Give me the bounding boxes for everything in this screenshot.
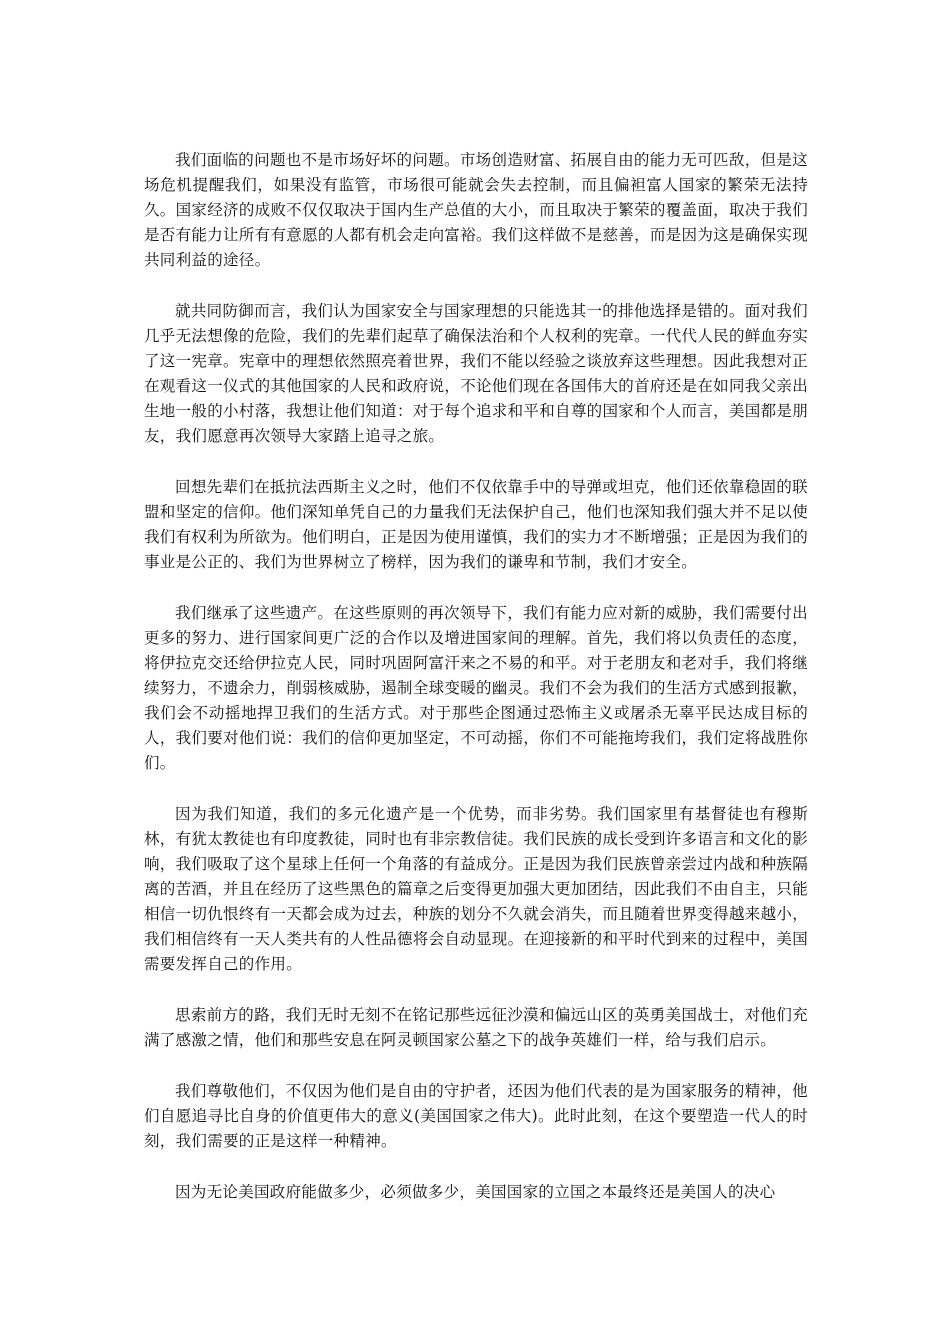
paragraph-6: 思索前方的路，我们无时无刻不在铭记那些远征沙漠和偏远山区的英勇美国战士，对他们充满了感激之情，他们和那些安息在阿灵顿国家公墓之下的战争英雄们一样，给与我们启示。 bbox=[144, 1006, 808, 1049]
paragraph-4: 我们继承了这些遗产。在这些原则的再次领导下，我们有能力应对新的威胁，我们需要付出更多的努力、进行国家间更广泛的合作以及增进国家间的理解。首先，我们将以负责任的态度，将伊拉克交还给伊拉克人民，同时巩固阿富汗来之不易的和平。对于老朋友和老对手，我们将继续努力，不遗余力，削弱核威胁，遏制全球变暖的幽灵。我们不会为我们的生活方式感到报歉，我们会不动摇地捍卫我们的生活方式。对于那些企图通过恐怖主义或屠杀无辜平民达成目标的人，我们要对他们说：我们的信仰更加坚定，不可动摇，你们不可能拖垮我们，我们定将战胜你们。 bbox=[144, 604, 808, 772]
paragraph-5: 因为我们知道，我们的多元化遗产是一个优势，而非劣势。我们国家里有基督徒也有穆斯林，有犹太教徒也有印度教徒，同时也有非宗教信徒。我们民族的成长受到许多语言和文化的影响，我们吸取了这个星球上任何一个角落的有益成分。正是因为我们民族曾亲尝过内战和种族隔离的苦酒，并且在经历了这些黑色的篇章之后变得更加强大更加团结，因此我们不由自主，只能相信一切仇恨终有一天都会成为过去，种族的划分不久就会消失，而且随着世界变得越来越小，我们相信终有一天人类共有的人性品德将会自动显现。在迎接新的和平时代到来的过程中，美国需要发挥自己的作用。 bbox=[144, 805, 808, 973]
paragraph-8: 因为无论美国政府能做多少，必须做多少，美国国家的立国之本最终还是美国人的决心 bbox=[175, 1183, 776, 1201]
paragraph-3: 回想先辈们在抵抗法西斯主义之时，他们不仅依靠手中的导弹或坦克，他们还依靠稳固的联盟和坚定的信仰。他们深知单凭自己的力量我们无法保护自己，他们也深知我们强大并不足以使我们有权利为所欲为。他们明白，正是因为使用谨慎，我们的实力才不断增强；正是因为我们的事业是公正的、我们为世界树立了榜样，因为我们的谦卑和节制，我们才安全。 bbox=[144, 478, 808, 571]
document-body bbox=[144, 148, 808, 1231]
paragraph-7: 我们尊敬他们，不仅因为他们是自由的守护者，还因为他们代表的是为国家服务的精神，他们自愿追寻比自身的价值更伟大的意义(美国国家之伟大)。此时此刻，在这个要塑造一代人的时刻，我们需要的正是这样一种精神。 bbox=[144, 1082, 808, 1150]
paragraph-1: 我们面临的问题也不是市场好坏的问题。市场创造财富、拓展自由的能力无可匹敌，但是这场危机提醒我们，如果没有监管，市场很可能就会失去控制，而且偏袒富人国家的繁荣无法持久。国家经济的成败不仅仅取决于国内生产总值的大小，而且取决于繁荣的覆盖面，取决于我们是否有能力让所有有意愿的人都有机会走向富裕。我们这样做不是慈善，而是因为这是确保实现共同利益的途径。 bbox=[144, 151, 808, 269]
paragraph-2: 就共同防御而言，我们认为国家安全与国家理想的只能选其一的排他选择是错的。面对我们几乎无法想像的危险，我们的先辈们起草了确保法治和个人权利的宪章。一代代人民的鲜血夯实了这一宪章。宪章中的理想依然照亮着世界，我们不能以经验之谈放弃这些理想。因此我想对正在观看这一仪式的其他国家的人民和政府说，不论他们现在各国伟大的首府还是在如同我父亲出生地一般的小村落，我想让他们知道：对于每个追求和平和自尊的国家和个人而言，美国都是朋友，我们愿意再次领导大家踏上追寻之旅。 bbox=[144, 302, 808, 445]
